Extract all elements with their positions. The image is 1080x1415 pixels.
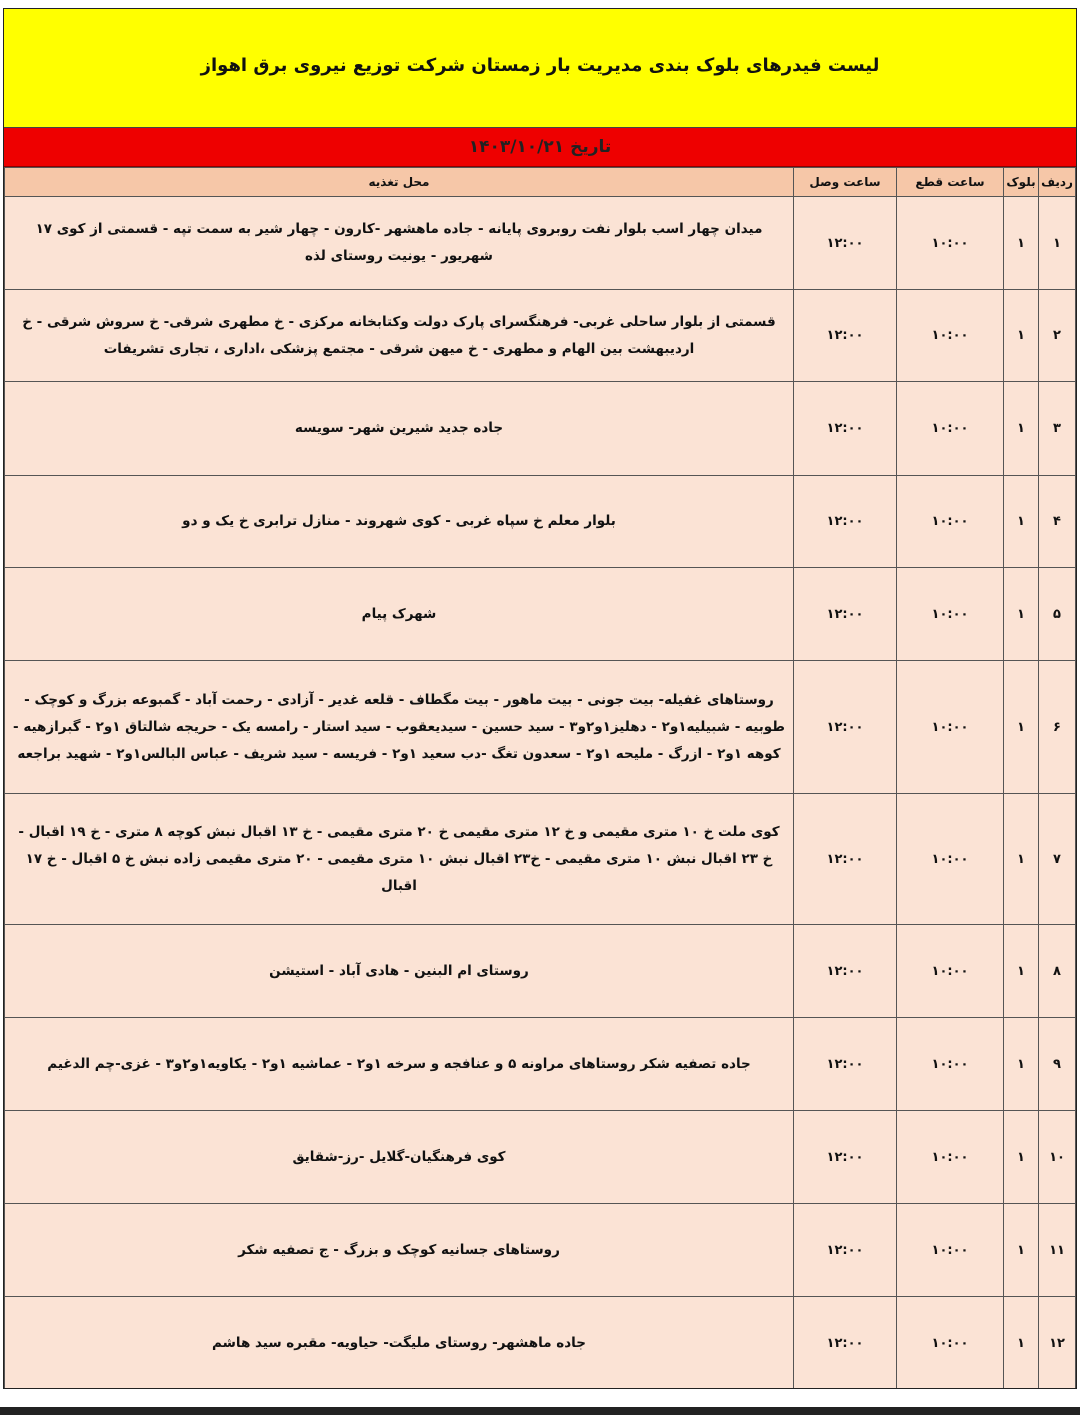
cell-cut-time: ۱۰:۰۰ [897,925,1004,1018]
cell-connect-time: ۱۲:۰۰ [794,1204,897,1297]
table-row [5,290,1076,382]
cell-cut-time: ۱۰:۰۰ [897,1204,1004,1297]
cell-feeding-area: قسمتی از بلوار ساحلی غربی- فرهنگسرای پارک دولت وکتابخانه مرکزی - خ مطهری شرقی- خ سروش شرقی - خ اردیبهشت بین الهام و مطهری - خ میهن شرقی - مجتمع پزشکی ،اداری ، تجاری تشریفات [5,290,794,382]
header-row [5,168,1076,197]
cell-row-number: ۷ [1039,794,1076,925]
cell-feeding-area: شهرک پیام [5,568,794,661]
cell-feeding-area: جاده تصفیه شکر روستاهای مراونه ۵ و عنافجه و سرخه ۱و۲ - عماشیه ۱و۲ - یکاویه۱و۲و۳ - غزی-چم الدغیم [5,1018,794,1111]
column-header-cut-time: ساعت قطع [897,168,1004,197]
cell-row-number: ۳ [1039,382,1076,476]
cell-block: ۱ [1004,661,1039,794]
date-banner [4,128,1076,167]
table-row [5,925,1076,1018]
cell-connect-time: ۱۲:۰۰ [794,382,897,476]
cell-block: ۱ [1004,1018,1039,1111]
cell-feeding-area: میدان چهار اسب بلوار نفت روبروی پایانه - جاده ماهشهر -کارون - چهار شیر به سمت تپه - قسمتی از کوی ۱۷ شهریور - یونیت روستای لذه [5,197,794,290]
cell-row-number: ۶ [1039,661,1076,794]
cell-feeding-area: جاده ماهشهر- روستای ملیگت- حیاویه- مقبره سید هاشم [5,1297,794,1390]
table-row [5,476,1076,568]
cell-cut-time: ۱۰:۰۰ [897,1018,1004,1111]
schedule-date: تاریخ ۱۴۰۳/۱۰/۲۱ [468,137,612,157]
table-header [5,168,1076,197]
cell-row-number: ۱۰ [1039,1111,1076,1204]
cell-row-number: ۱۲ [1039,1297,1076,1390]
cell-cut-time: ۱۰:۰۰ [897,197,1004,290]
cell-block: ۱ [1004,794,1039,925]
cell-cut-time: ۱۰:۰۰ [897,1111,1004,1204]
cell-row-number: ۸ [1039,925,1076,1018]
cell-cut-time: ۱۰:۰۰ [897,794,1004,925]
cell-feeding-area: روستاهای غفیله- بیت جونی - بیت ماهور - بیت مگطاف - قلعه غدیر - آزادی - رحمت آباد - گمبوعه بزرگ و کوچک - طوبیه - شبیلیه۱و۲ - دهلیز۱و۲و۳ - سید حسین - سیدیعقوب - سید استار - رامسه یک - حریجه شالتاق ۱و۲ - گبرازهیه - کوهه ۱و۲ - ازرگ - ملیحه ۱و۲ - سعدون تغگ -دب سعید ۱و۲ - فریسه - سید شریف - عباس البالس۱و۲ - شهید براجعه [5,661,794,794]
page-title: لیست فیدرهای بلوک بندی مدیریت بار زمستان شرکت توزیع نیروی برق اهواز [200,54,880,76]
cell-block: ۱ [1004,925,1039,1018]
cell-feeding-area: روستای ام البنین - هادی آباد - استیشن [5,925,794,1018]
cell-row-number: ۱۱ [1039,1204,1076,1297]
table-row [5,1297,1076,1390]
cell-cut-time: ۱۰:۰۰ [897,1297,1004,1390]
cell-row-number: ۴ [1039,476,1076,568]
cell-feeding-area: بلوار معلم خ سپاه غربی - کوی شهروند - منازل ترابری خ یک و دو [5,476,794,568]
cell-block: ۱ [1004,476,1039,568]
cell-cut-time: ۱۰:۰۰ [897,661,1004,794]
cell-row-number: ۹ [1039,1018,1076,1111]
cell-feeding-area: کوی فرهنگیان-گلایل -رز-شقایق [5,1111,794,1204]
cell-connect-time: ۱۲:۰۰ [794,1018,897,1111]
cell-feeding-area: روستاهای جسانیه کوچک و بزرگ - ج تصفیه شکر [5,1204,794,1297]
column-header-block: بلوک [1004,168,1039,197]
cell-connect-time: ۱۲:۰۰ [794,661,897,794]
cell-row-number: ۵ [1039,568,1076,661]
cell-cut-time: ۱۰:۰۰ [897,382,1004,476]
cell-block: ۱ [1004,1111,1039,1204]
cell-row-number: ۲ [1039,290,1076,382]
cell-connect-time: ۱۲:۰۰ [794,476,897,568]
table-row [5,1018,1076,1111]
cell-block: ۱ [1004,1204,1039,1297]
cell-block: ۱ [1004,1297,1039,1390]
cell-connect-time: ۱۲:۰۰ [794,1297,897,1390]
cell-cut-time: ۱۰:۰۰ [897,290,1004,382]
cell-block: ۱ [1004,568,1039,661]
table-row [5,197,1076,290]
cell-feeding-area: جاده جدید شیرین شهر- سویسه [5,382,794,476]
table-row [5,382,1076,476]
cell-row-number: ۱ [1039,197,1076,290]
feeder-schedule-sheet [3,8,1077,1389]
cell-connect-time: ۱۲:۰۰ [794,290,897,382]
column-header-feeding-area: محل تغذیه [5,168,794,197]
cell-feeding-area: کوی ملت خ ۱۰ متری مقیمی و خ ۱۲ متری مقیمی خ ۲۰ متری مقیمی - خ ۱۳ اقبال نبش کوچه ۸ متری - خ ۱۹ اقبال - خ ۲۳ اقبال نبش ۱۰ متری مقیمی - خ۲۳ اقبال نبش ۱۰ متری مقیمی - ۲۰ متری مقیمی زاده نبش خ ۵ اقبال - خ ۱۷ اقبال [5,794,794,925]
cell-connect-time: ۱۲:۰۰ [794,197,897,290]
bottom-edge-bar [0,1407,1080,1415]
cell-block: ۱ [1004,382,1039,476]
table-row [5,1111,1076,1204]
table-row [5,1204,1076,1297]
table-body [5,197,1076,1390]
column-header-connect-time: ساعت وصل [794,168,897,197]
cell-connect-time: ۱۲:۰۰ [794,1111,897,1204]
table-row [5,568,1076,661]
table-row [5,794,1076,925]
title-banner [4,9,1076,128]
cell-connect-time: ۱۲:۰۰ [794,794,897,925]
cell-connect-time: ۱۲:۰۰ [794,925,897,1018]
cell-cut-time: ۱۰:۰۰ [897,476,1004,568]
cell-connect-time: ۱۲:۰۰ [794,568,897,661]
column-header-row-number: ردیف [1039,168,1076,197]
cell-cut-time: ۱۰:۰۰ [897,568,1004,661]
table-row [5,661,1076,794]
cell-block: ۱ [1004,290,1039,382]
feeder-table [4,167,1076,1389]
cell-block: ۱ [1004,197,1039,290]
